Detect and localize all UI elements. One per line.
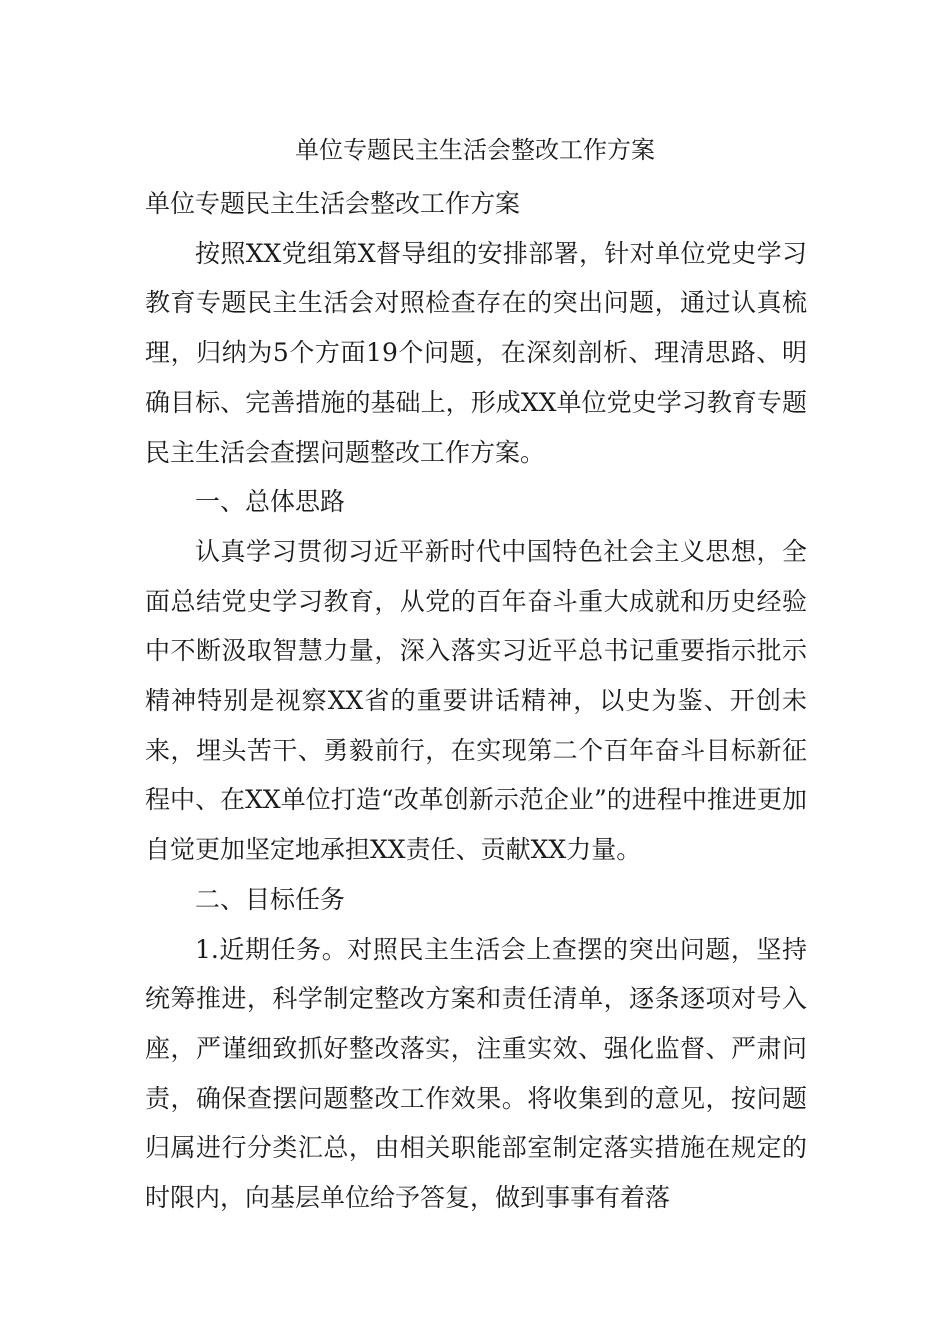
overall-approach-paragraph: 认真学习贯彻习近平新时代中国特色社会主义思想，全面总结党史学习教育，从党的百年奋斗重大成就和历史经验中不断汲取智慧力量，深入落实习近平总书记重要指示批示精神特别是视察XX省的重要讲话精神，以史为鉴、开创未来，埋头苦干、勇毅前行，在实现第二个百年奋斗目标新征程中、在XX单位打造“改革创新示范企业”的进程中推进更加自觉更加坚定地承担XX责任、贡献XX力量。 bbox=[145, 536, 807, 865]
document-title: 单位专题民主生活会整改工作方案 bbox=[295, 136, 655, 164]
intro-paragraph: 按照XX党组第X督导组的安排部署，针对单位党史学习教育专题民主生活会对照检查存在的突出问题，通过认真梳理，归纳为5个方面19个问题，在深刻剖析、理清思路、明确目标、完善措施的基础上，形成XX单位党史学习教育专题民主生活会查摆问题整改工作方案。 bbox=[145, 238, 807, 467]
near-term-tasks-paragraph: 1.近期任务。对照民主生活会上查摆的突出问题，坚持统筹推进，科学制定整改方案和责任清单，逐条逐项对号入座，严谨细致抓好整改落实，注重实效、强化监督、严肃问责，确保查摆问题整改工作效果。将收集到的意见，按问题归属进行分类汇总，由相关职能部室制定落实措施在规定的时限内，向基层单位给予答复，做到事事有着落 bbox=[145, 934, 807, 1213]
document-body bbox=[145, 179, 807, 1223]
document-subtitle: 单位专题民主生活会整改工作方案 bbox=[145, 189, 521, 218]
section-heading-goals-tasks: 二、目标任务 bbox=[195, 884, 346, 914]
section-heading-overall-approach: 一、总体思路 bbox=[195, 487, 346, 517]
